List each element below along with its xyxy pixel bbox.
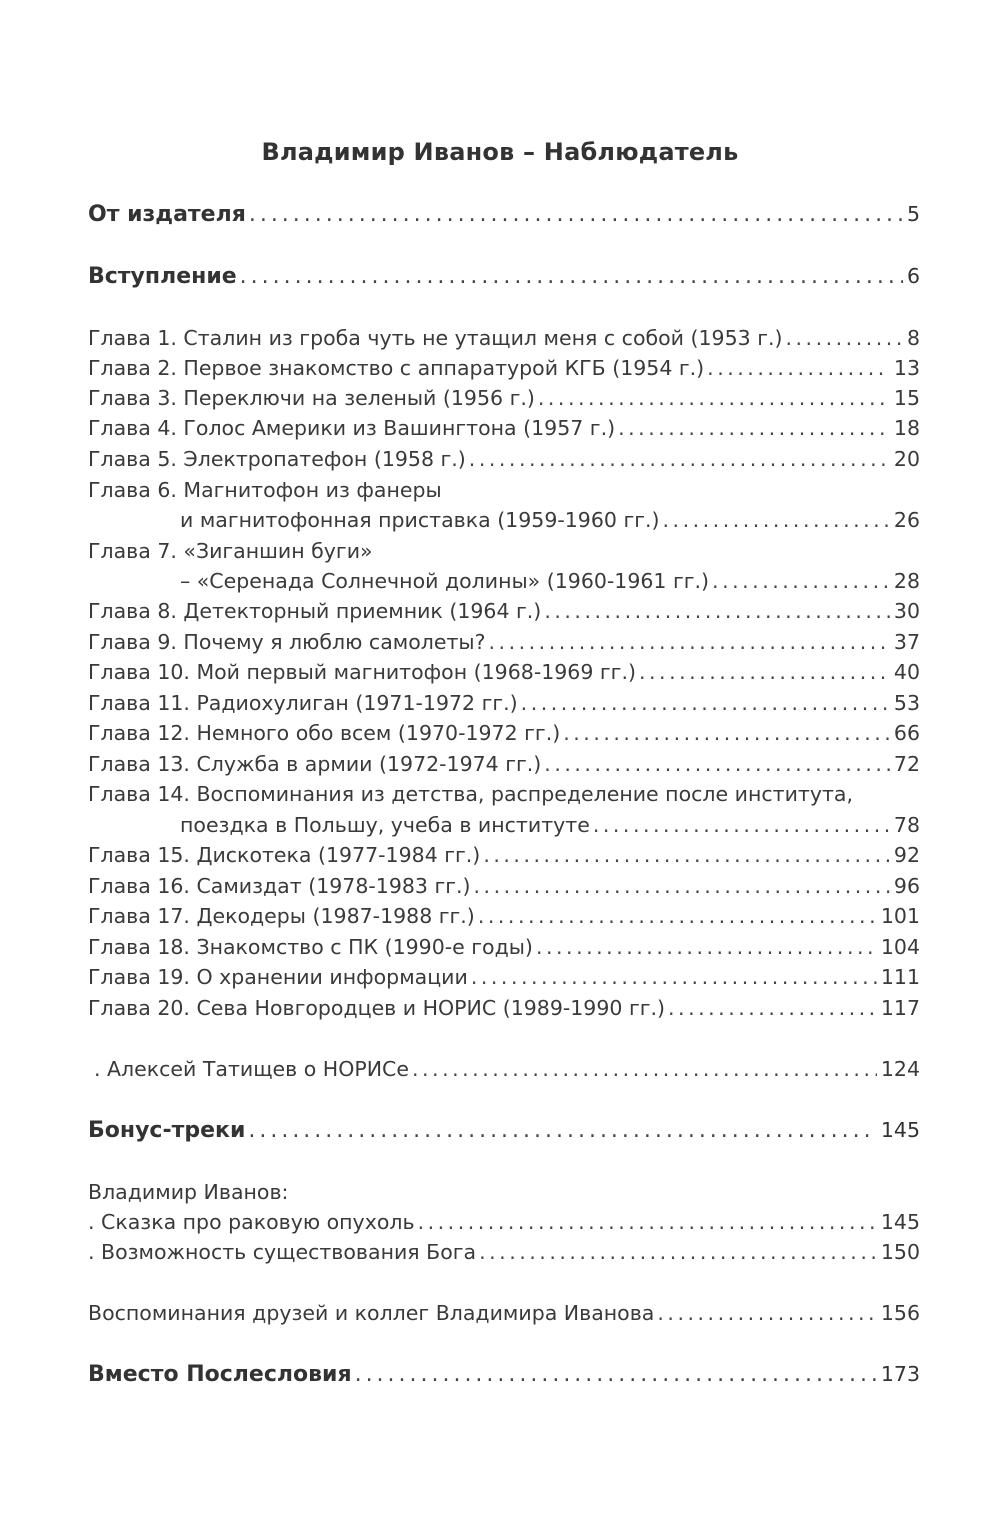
toc-entry-page: 6 <box>906 264 920 288</box>
toc-entry-label: . Алексей Татищев о НОРИСе <box>94 1057 409 1081</box>
toc-entry-chapter-3[interactable] <box>88 384 920 412</box>
toc-entry-chapter-12[interactable] <box>88 719 920 747</box>
table-of-contents <box>88 0 920 1532</box>
toc-entry-label: Глава 15. Дискотека (1977-1984 гг.) <box>88 843 481 867</box>
toc-entry-label: Глава 20. Сева Новгородцев и НОРИС (1989-1990 гг.) <box>88 996 666 1020</box>
toc-entry-page: 18 <box>893 416 920 440</box>
toc-entry-label: и магнитофонная приставка (1959-1960 гг.) <box>180 508 660 532</box>
toc-entry-chapter-2[interactable] <box>88 354 920 382</box>
toc-entry-label: Вместо Послесловия <box>88 1362 352 1387</box>
toc-entry-bonus[interactable] <box>88 1116 920 1145</box>
toc-entry-page: 30 <box>893 599 920 623</box>
toc-entry-label: . Возможность существования Бога <box>88 1240 477 1264</box>
toc-entry-label: Глава 4. Голос Америки из Вашингтона (1957 г.) <box>88 416 616 440</box>
leader-dots <box>544 597 890 625</box>
toc-entry-chapter-9[interactable] <box>88 628 920 656</box>
toc-entry-chapter-19[interactable] <box>88 963 920 991</box>
toc-entry-page: 5 <box>906 202 920 226</box>
leader-dots <box>489 628 890 656</box>
toc-entry-label: Глава 12. Немного обо всем (1970-1972 гг.) <box>88 721 561 745</box>
leader-dots <box>483 841 890 869</box>
leader-dots <box>418 1208 877 1236</box>
toc-entry-page: 145 <box>880 1210 920 1234</box>
toc-entry-chapter-15[interactable] <box>88 841 920 869</box>
toc-entry-label: Глава 16. Самиздат (1978-1983 гг.) <box>88 874 471 898</box>
toc-entry-page: 15 <box>893 386 920 410</box>
toc-entry-chapter-10[interactable] <box>88 658 920 686</box>
toc-entry-page: 66 <box>893 721 920 745</box>
toc-entry-chapter-5[interactable] <box>88 445 920 473</box>
toc-entry-page: 26 <box>893 508 920 532</box>
toc-entry-page: 96 <box>893 874 920 898</box>
toc-entry-page: 40 <box>893 660 920 684</box>
toc-entry-publisher[interactable] <box>88 200 920 229</box>
toc-entry-tale[interactable] <box>88 1208 920 1236</box>
toc-entry-page: 117 <box>880 996 920 1020</box>
toc-entry-page: 28 <box>893 569 920 593</box>
leader-dots <box>471 963 877 991</box>
toc-entry-chapter-6-line1: Глава 6. Магнитофон из фанеры <box>88 478 442 502</box>
toc-entry-label: От издателя <box>88 202 246 227</box>
leader-dots <box>712 567 890 595</box>
leader-dots <box>785 324 902 352</box>
toc-entry-label: Глава 1. Сталин из гроба чуть не утащил меня с собой (1953 г.) <box>88 326 783 350</box>
leader-dots <box>544 750 890 778</box>
toc-entry-page: 72 <box>893 752 920 776</box>
toc-entry-label: Бонус-треки <box>88 1118 246 1143</box>
leader-dots <box>668 994 877 1022</box>
toc-entry-label: Вступление <box>88 264 237 289</box>
toc-entry-label: Глава 3. Переключи на зеленый (1956 г.) <box>88 386 535 410</box>
toc-entry-label: Глава 9. Почему я люблю самолеты? <box>88 630 486 654</box>
toc-entry-label: – «Серенада Солнечной долины» (1960-1961 гг.) <box>180 569 710 593</box>
leader-dots <box>474 872 890 900</box>
toc-entry-page: 111 <box>880 965 920 989</box>
toc-entry-page: 156 <box>880 1301 920 1325</box>
toc-entry-label: поездка в Польшу, учеба в институте <box>180 813 590 837</box>
leader-dots <box>707 354 890 382</box>
leader-dots <box>469 445 890 473</box>
leader-dots <box>663 506 890 534</box>
toc-entry-label: Глава 18. Знакомство с ПК (1990-е годы) <box>88 935 533 959</box>
toc-entry-chapter-6[interactable] <box>180 506 920 534</box>
toc-entry-label: Глава 10. Мой первый магнитофон (1968-1969 гг.) <box>88 660 636 684</box>
toc-entry-chapter-14[interactable] <box>180 811 920 839</box>
toc-entry-label: Глава 11. Радиохулиган (1971-1972 гг.) <box>88 691 518 715</box>
toc-bonus-author: Владимир Иванов: <box>88 1180 289 1204</box>
toc-entry-page: 78 <box>893 813 920 837</box>
toc-entry-page: 92 <box>893 843 920 867</box>
toc-entry-page: 104 <box>880 935 920 959</box>
toc-entry-page: 124 <box>880 1057 920 1081</box>
toc-entry-page: 173 <box>880 1362 920 1386</box>
toc-entry-page: 145 <box>880 1118 920 1142</box>
leader-dots <box>618 414 890 442</box>
leader-dots <box>593 811 890 839</box>
toc-entry-chapter-17[interactable] <box>88 902 920 930</box>
toc-entry-label: Глава 2. Первое знакомство с аппаратурой КГБ (1954 г.) <box>88 356 705 380</box>
toc-entry-page: 101 <box>880 904 920 928</box>
leader-dots <box>563 719 890 747</box>
toc-entry-label: Глава 19. О хранении информации <box>88 965 468 989</box>
toc-entry-page: 150 <box>880 1240 920 1264</box>
leader-dots <box>657 1299 876 1327</box>
toc-entry-chapter-20[interactable] <box>88 994 920 1022</box>
toc-entry-page: 13 <box>893 356 920 380</box>
page-title: Владимир Иванов – Наблюдатель <box>261 138 739 166</box>
toc-entry-chapter-1[interactable] <box>88 324 920 352</box>
toc-entry-label: Глава 17. Декодеры (1987-1988 гг.) <box>88 904 475 928</box>
leader-dots <box>478 902 877 930</box>
toc-entry-page: 53 <box>893 691 920 715</box>
toc-entry-god[interactable] <box>88 1238 920 1266</box>
leader-dots <box>248 1117 876 1145</box>
toc-entry-page: 8 <box>906 326 920 350</box>
toc-entry-afterword[interactable] <box>88 1360 920 1389</box>
toc-entry-memories[interactable] <box>88 1299 920 1327</box>
leader-dots <box>240 263 903 291</box>
toc-entry-label: . Сказка про раковую опухоль <box>88 1210 415 1234</box>
leader-dots <box>538 384 890 412</box>
toc-entry-chapter-14-line1: Глава 14. Воспоминания из детства, распределение после института, <box>88 782 853 806</box>
leader-dots <box>536 933 877 961</box>
toc-entry-chapter-7-line1: Глава 7. «Зиганшин буги» <box>88 539 373 563</box>
toc-entry-chapter-4[interactable] <box>88 414 920 442</box>
toc-entry-label: Глава 8. Детекторный приемник (1964 г.) <box>88 599 542 623</box>
toc-entry-label: Глава 13. Служба в армии (1972-1974 гг.) <box>88 752 542 776</box>
toc-entry-label: Глава 5. Электропатефон (1958 г.) <box>88 447 466 471</box>
toc-entry-chapter-16[interactable] <box>88 872 920 900</box>
leader-dots <box>521 689 890 717</box>
leader-dots <box>249 201 903 229</box>
toc-entry-intro[interactable] <box>88 262 920 291</box>
toc-entry-tatishchev[interactable] <box>94 1055 920 1083</box>
leader-dots <box>412 1055 877 1083</box>
toc-entry-page: 37 <box>893 630 920 654</box>
toc-entry-chapter-7[interactable] <box>180 567 920 595</box>
leader-dots <box>479 1238 877 1266</box>
toc-entry-chapter-13[interactable] <box>88 750 920 778</box>
toc-entry-label: Воспоминания друзей и коллег Владимира Иванова <box>88 1301 655 1325</box>
toc-entry-chapter-18[interactable] <box>88 933 920 961</box>
toc-entry-page: 20 <box>893 447 920 471</box>
leader-dots <box>639 658 890 686</box>
toc-entry-chapter-8[interactable] <box>88 597 920 625</box>
toc-entry-chapter-11[interactable] <box>88 689 920 717</box>
leader-dots <box>355 1361 877 1389</box>
